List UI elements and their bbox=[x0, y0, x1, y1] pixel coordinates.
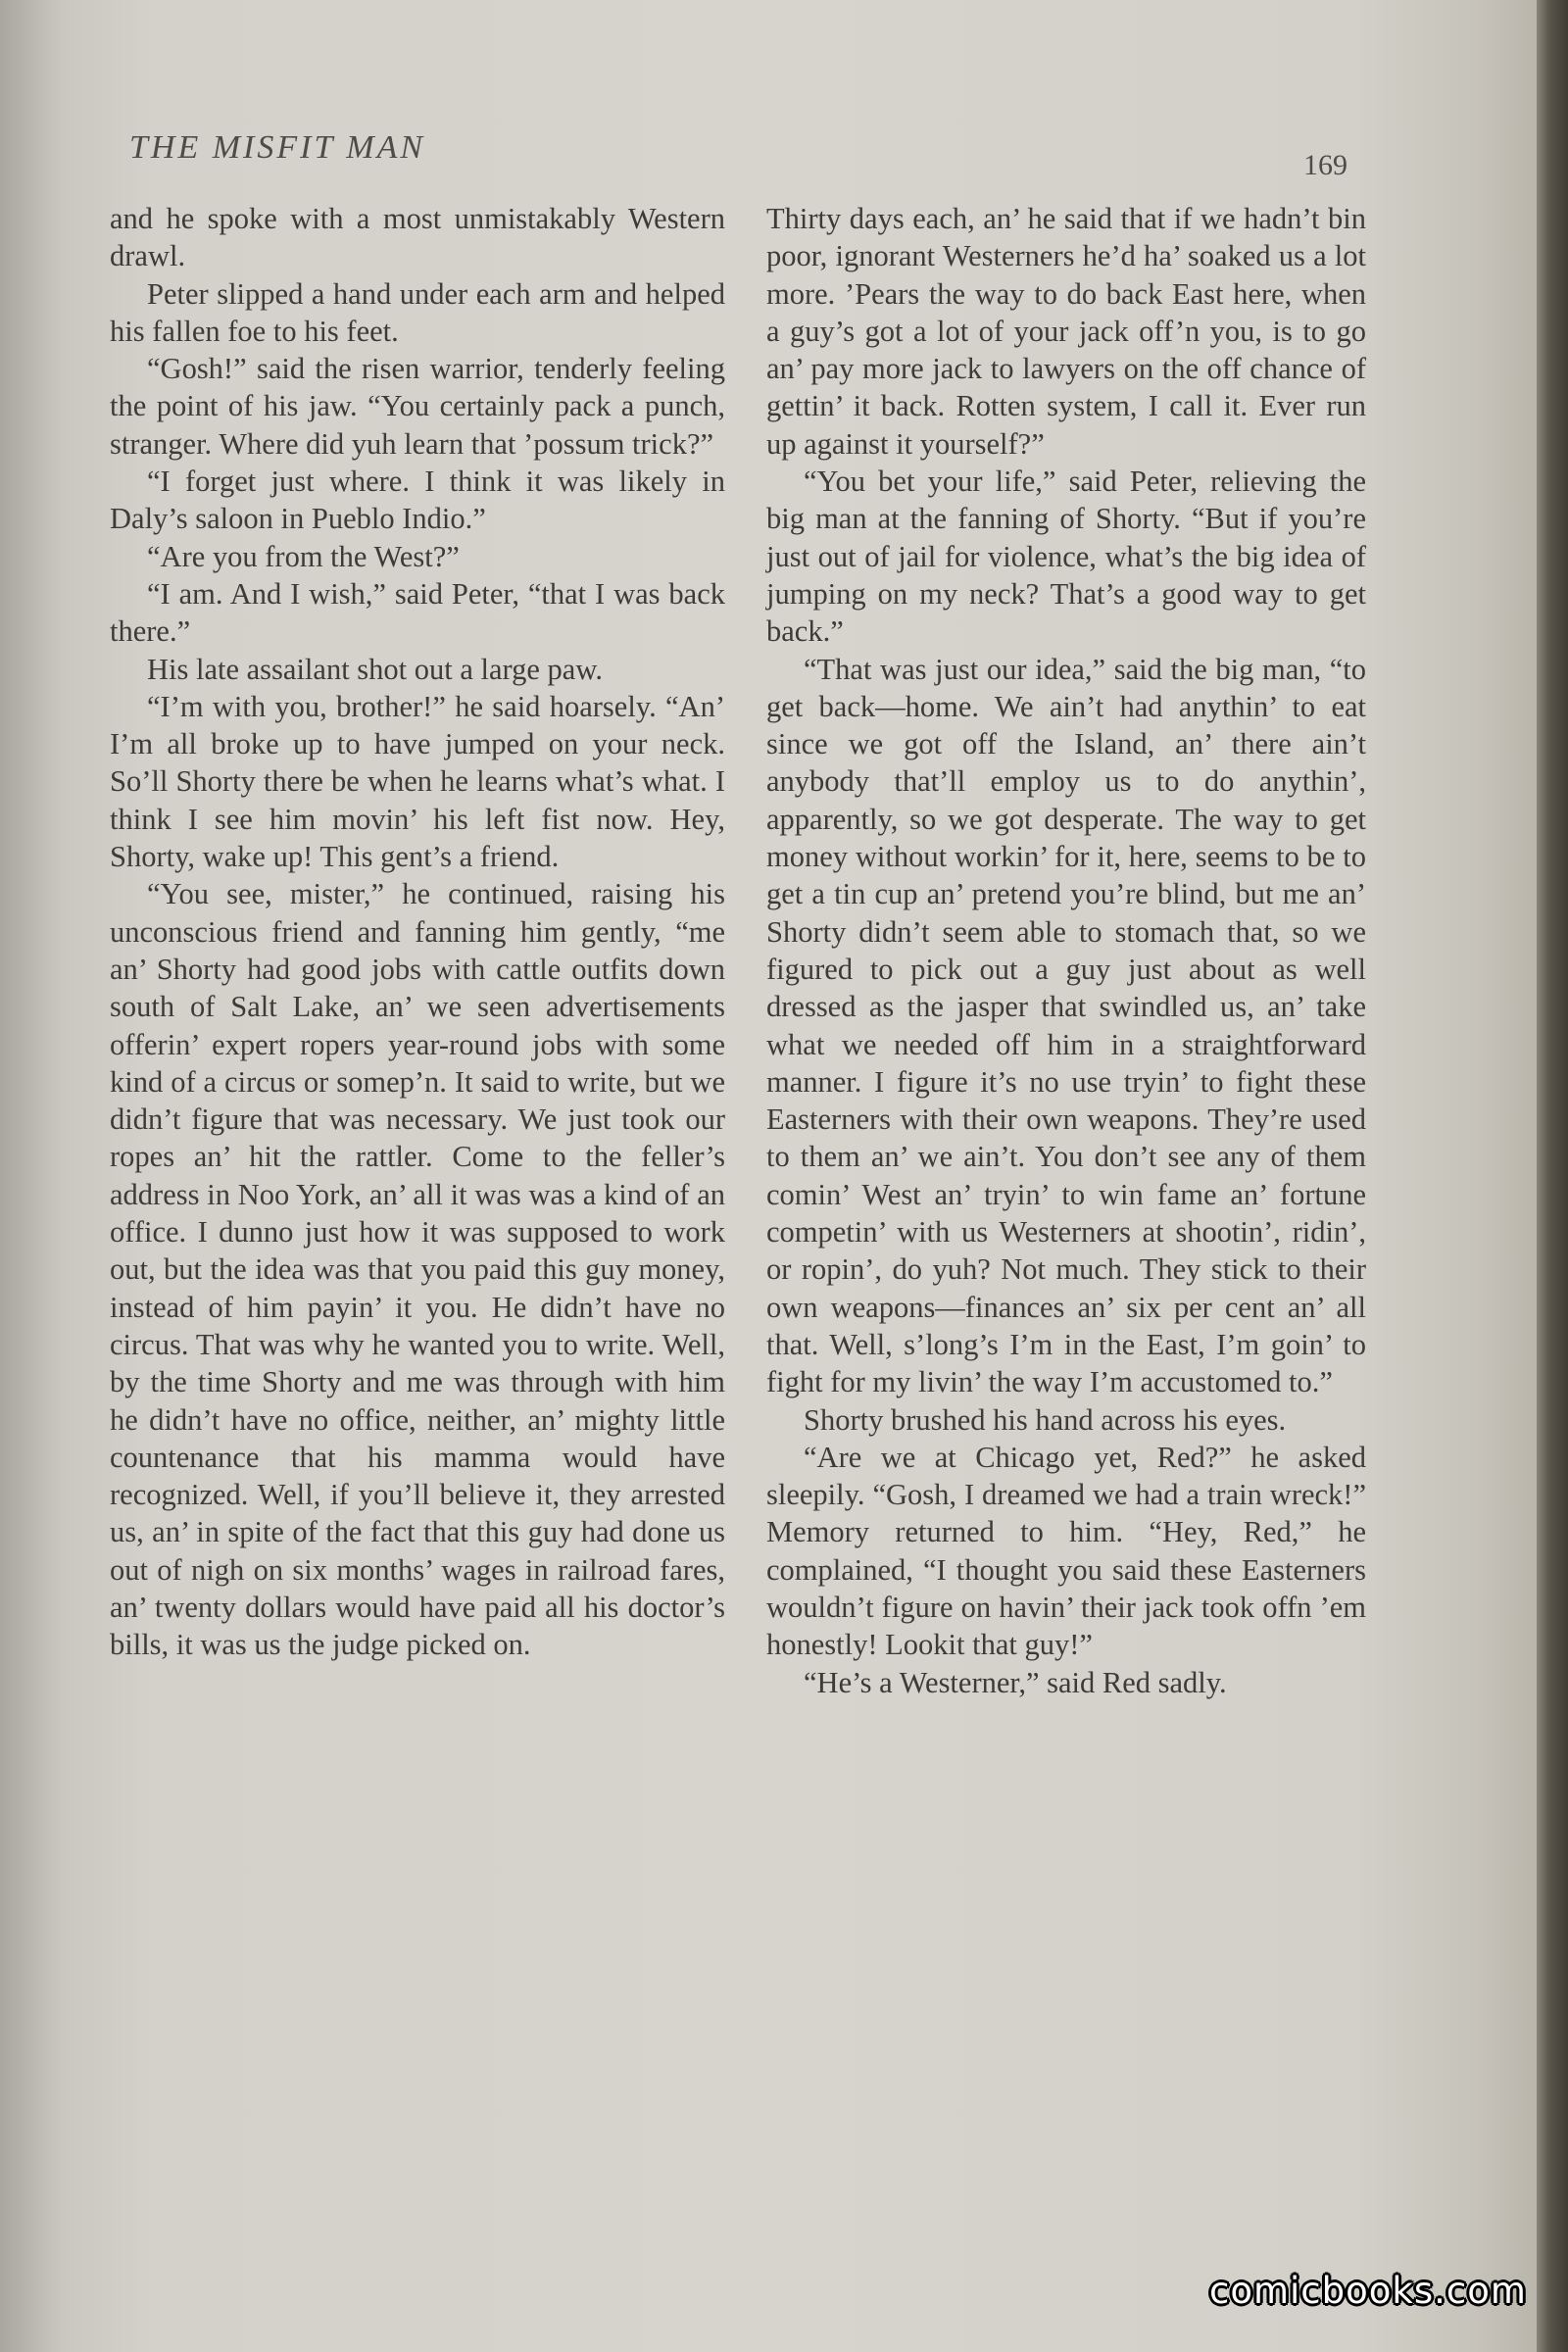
paragraph: Shorty brushed his hand across his eyes. bbox=[804, 1402, 1287, 1437]
paragraph: and he spoke with a most unmistakably Western drawl. bbox=[110, 202, 725, 273]
book-spine-edge bbox=[1537, 0, 1568, 2352]
paragraph: “I forget just where. I think it was likely in Daly’s saloon in Pueblo Indio.” bbox=[110, 465, 725, 536]
paragraph: “You see, mister,” he continued, raising his unconscious friend and fanning him gently, “me an’ Shorty had good jobs with cattle outfits down south of Salt Lake, an’ we seen advertisements offerin’ expert ropers year-round jobs with some kind of a circus or somep’n. It said to write, but we didn’t figure that was necessary. We just took our ropes an’ hit the rattler. Come to the feller’s address in Noo York, an’ all it was was a kind of an office. I dunno just how it was supposed to work out, but the idea was that you paid this guy money, instead of him payin’ it you. He didn’t have no circus. That was why he wanted you to write. Well, by the time Shorty and me was through with him he didn’t have no office, neither, an’ mighty little countenance that his mamma would have recognized. Well, if you’ll believe it, they arrested us, an’ in spite of the fact that this guy had done us out of nigh on six months’ wages in railroad fares, an’ twenty dollars would have paid all his doctor’s bills, it was us the judge picked on. bbox=[110, 877, 725, 1662]
paragraph: “I am. And I wish,” said Peter, “that I was back there.” bbox=[110, 576, 725, 649]
left-column bbox=[110, 200, 725, 1664]
paragraph: “He’s a Westerner,” said Red sadly. bbox=[804, 1665, 1227, 1699]
paragraph: “You bet your life,” said Peter, relieving the big man at the fanning of Shorty. “But if you’re just out of jail for violence, what’s the big idea of jumping on my neck? That’s a good way to get back.” bbox=[766, 465, 1366, 649]
watermark: comicbooks.com bbox=[1209, 2270, 1527, 2312]
paragraph: Peter slipped a hand under each arm and helped his fallen foe to his feet. bbox=[110, 276, 725, 348]
paragraph: “Are we at Chicago yet, Red?” he asked sleepily. “Gosh, I dreamed we had a train wreck!” Memory returned to him. “Hey, Red,” he complained, “I thought you said these Easterners wouldn’t figure on havin’ their jack took offn ’em honestly! Lookit that guy!” bbox=[766, 1440, 1366, 1662]
paragraph: Thirty days each, an’ he said that if we hadn’t bin poor, ignorant Westerners he’d ha’ soaked us a lot more. ’Pears the way to do back East here, when a guy’s got a lot of your jack off’n you, is to go an’ pay more jack to lawyers on the off chance of gettin’ it back. Rotten system, I call it. Ever run up against it yourself?” bbox=[766, 202, 1366, 461]
paragraph: “That was just our idea,” said the big man, “to get back—home. We ain’t had anythin’ to eat since we got off the Island, an’ there ain’t anybody that’ll employ us to do anythin’, apparently, so we got desperate. The way to get money without workin’ for it, here, seems to be to get a tin cup an’ pretend you’re blind, but me an’ Shorty didn’t seem able to stomach that, so we figured to pick out a guy just about as well dressed as the jasper that swindled us, an’ take what we needed off him in a straightforward manner. I figure it’s no use tryin’ to fight these Easterners with their own weapons. They’re used to them an’ we ain’t. You don’t see any of them comin’ West an’ tryin’ to win fame an’ fortune competin’ with us Westerners at shootin’, ridin’, or ropin’, do yuh? Not much. They stick to their own weapons—finances an’ six per cent an’ all that. Well, s’long’s I’m in the East, I’m goin’ to fight for my livin’ the way I’m accustomed to.” bbox=[766, 652, 1366, 1399]
paragraph: “Are you from the West?” bbox=[147, 539, 460, 573]
paragraph: His late assailant shot out a large paw. bbox=[147, 652, 604, 686]
paragraph: “I’m with you, brother!” he said hoarsely. “An’ I’m all broke up to have jumped on your neck. So’ll Shorty there be when he learns what’s what. I think I see him movin’ his left fist now. Hey, Shorty, wake up! This gent’s a friend. bbox=[110, 689, 725, 874]
paragraph: “Gosh!” said the risen warrior, tenderly feeling the point of his jaw. “You certainly pack a punch, stranger. Where did yuh learn that ’possum trick?” bbox=[110, 352, 725, 461]
page-number: 169 bbox=[1303, 149, 1348, 181]
running-title: THE MISFIT MAN bbox=[129, 129, 426, 166]
right-column bbox=[766, 200, 1366, 1701]
